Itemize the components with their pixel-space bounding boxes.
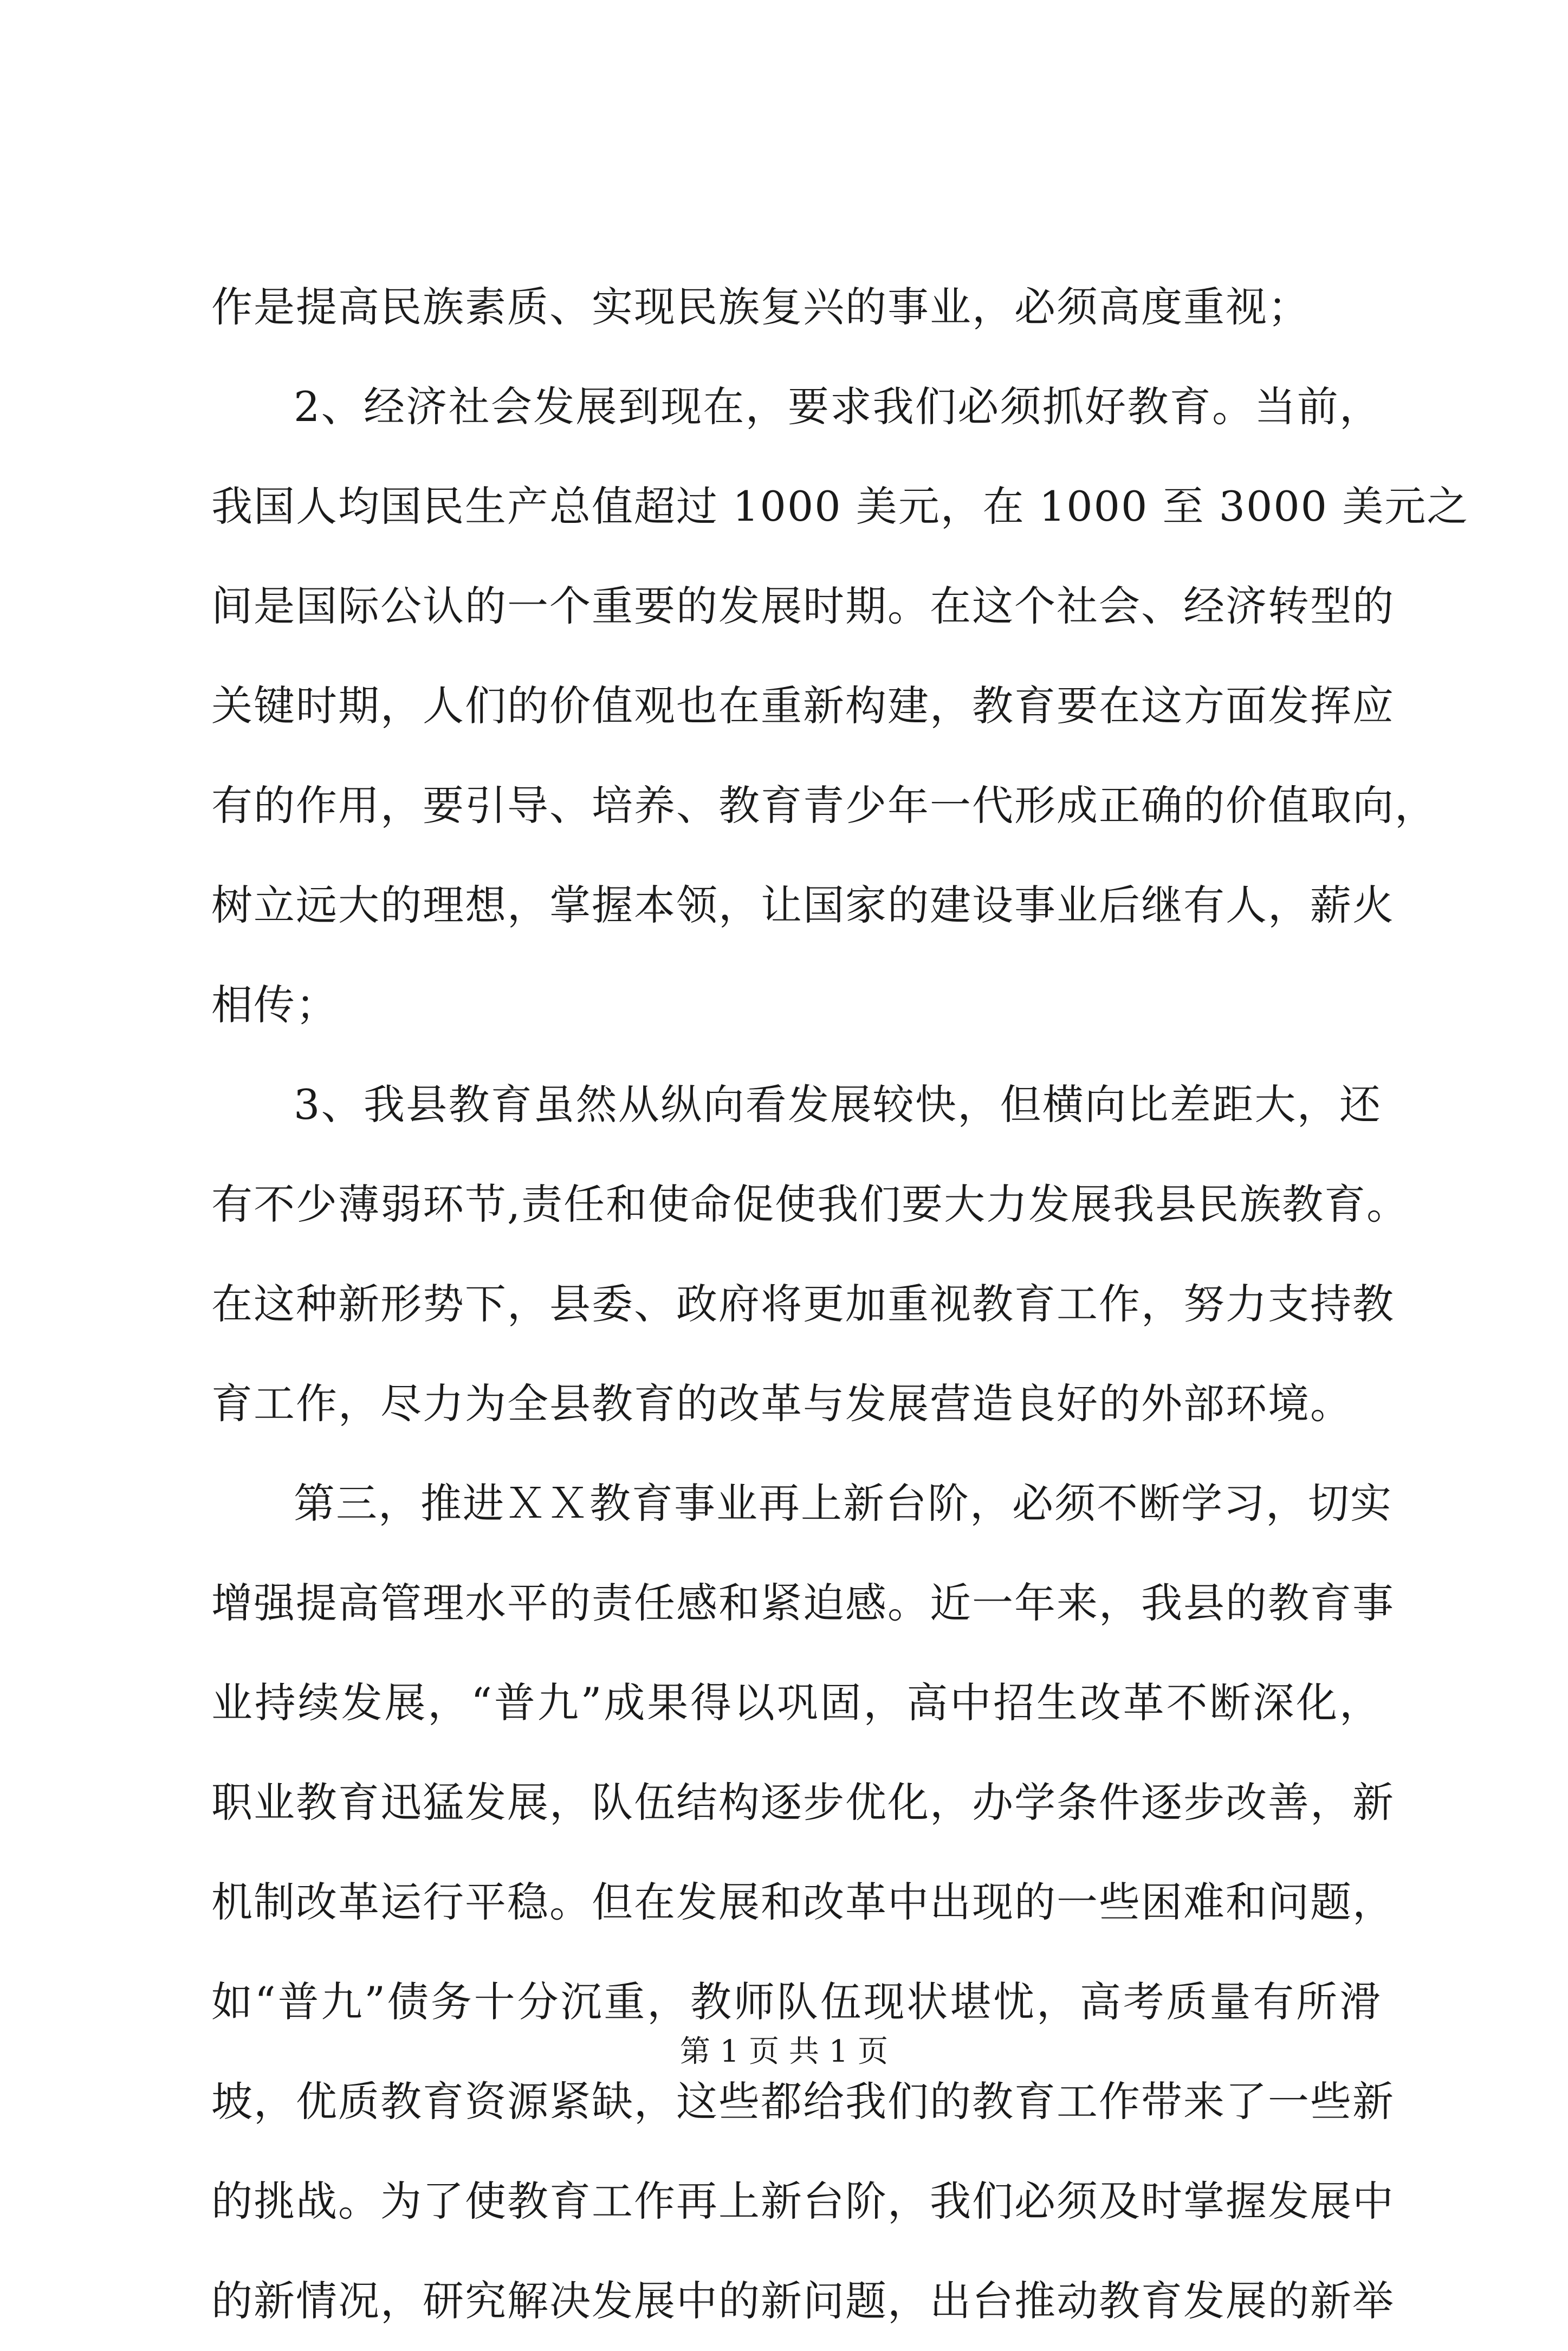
text-line: 关键时期，人们的价值观也在重新构建，教育要在这方面发挥应 <box>211 682 1395 730</box>
text-line: 的挑战。为了使教育工作再上新台阶，我们必须及时掌握发展中 <box>211 2177 1395 2225</box>
text-line: 如“普九”债务十分沉重，教师队伍现状堪忧，高考质量有所滑 <box>211 1978 1382 2026</box>
text-line: 我国人均国民生产总值超过 1000 美元，在 1000 至 3000 美元之 <box>211 482 1469 530</box>
text-line: 有不少薄弱环节,责任和使命促使我们要大力发展我县民族教育。 <box>211 1180 1409 1228</box>
text-line: 育工作，尽力为全县教育的改革与发展营造良好的外部环境。 <box>211 1379 1352 1428</box>
text-line: 作是提高民族素质、实现民族复兴的事业，必须高度重视； <box>211 283 1310 331</box>
text-line: 业持续发展，“普九”成果得以巩固，高中招生改革不断深化， <box>211 1679 1382 1727</box>
text-line: 2、经济社会发展到现在，要求我们必须抓好教育。当前， <box>294 383 1382 431</box>
page-footer <box>0 2033 1568 2071</box>
text-line: 间是国际公认的一个重要的发展时期。在这个社会、经济转型的 <box>211 582 1395 630</box>
text-line: 坡，优质教育资源紧缺，这些都给我们的教育工作带来了一些新 <box>211 2077 1395 2126</box>
text-line: 机制改革运行平稳。但在发展和改革中出现的一些困难和问题， <box>211 1878 1395 1926</box>
text-line: 3、我县教育虽然从纵向看发展较快，但横向比差距大，还 <box>294 1080 1382 1129</box>
text-line: 有的作用，要引导、培养、教育青少年一代形成正确的价值取向， <box>211 781 1437 830</box>
text-line: 职业教育迅猛发展，队伍结构逐步优化，办学条件逐步改善，新 <box>211 1778 1395 1827</box>
text-line: 相传； <box>211 981 338 1029</box>
text-line: 的新情况，研究解决发展中的新问题，出台推动教育发展的新举 <box>211 2277 1395 2325</box>
text-line: 增强提高管理水平的责任感和紧迫感。近一年来，我县的教育事 <box>211 1579 1395 1627</box>
page-number-label: 第 1 页 共 1 页 <box>679 2034 889 2069</box>
text-line: 在这种新形势下，县委、政府将更加重视教育工作，努力支持教 <box>211 1280 1395 1328</box>
text-line: 树立远大的理想，掌握本领，让国家的建设事业后继有人，薪火 <box>211 881 1395 929</box>
text-line: 第三，推进ＸＸ教育事业再上新台阶，必须不断学习，切实 <box>294 1479 1392 1527</box>
